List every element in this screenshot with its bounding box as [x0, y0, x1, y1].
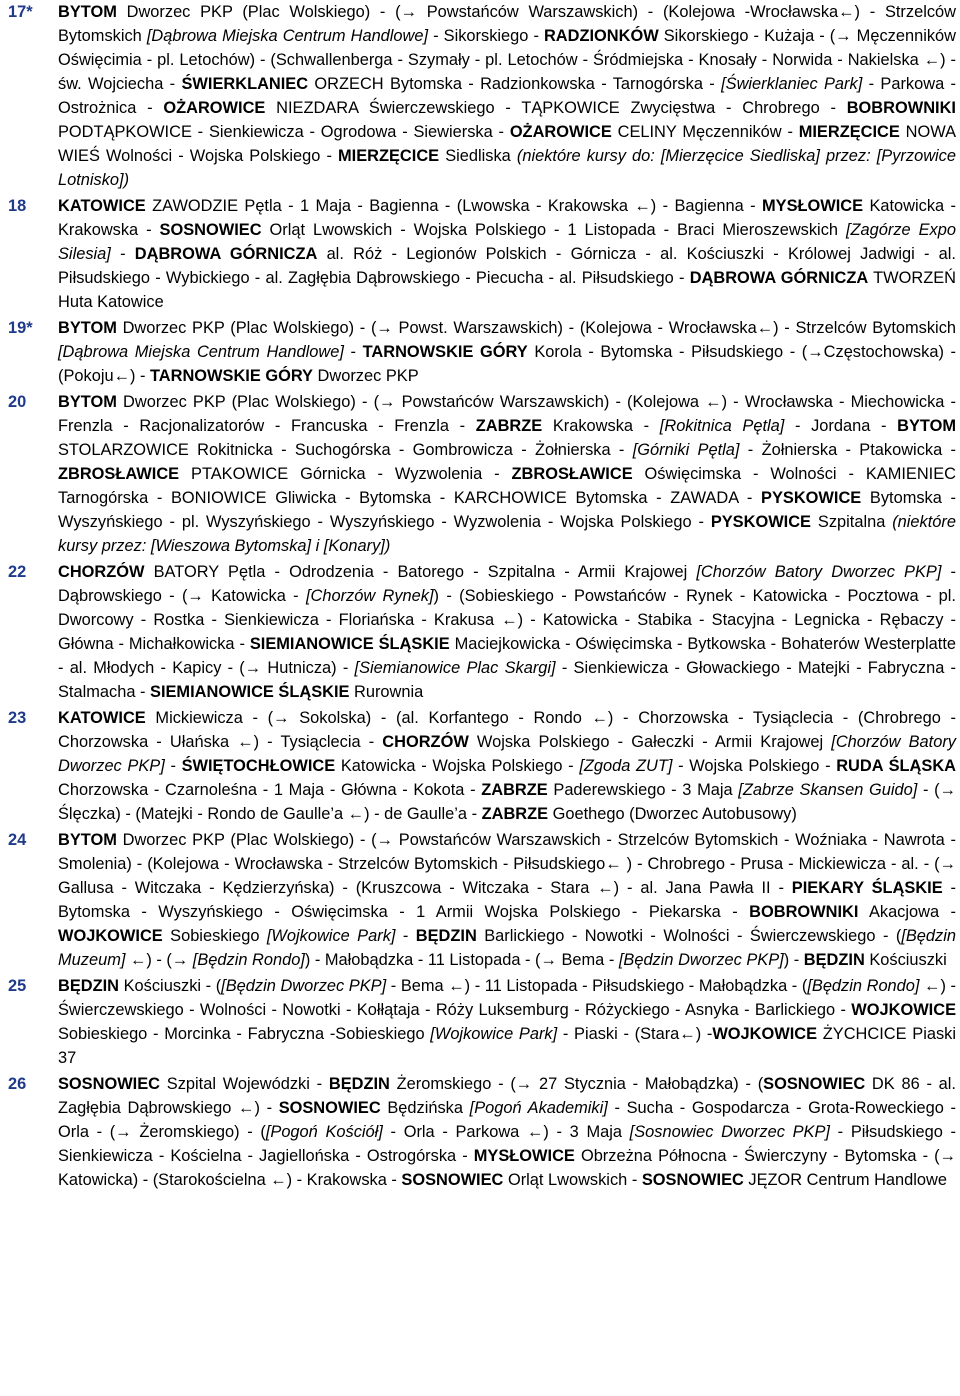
route-text: Maciejkowicka - Oświęcimska - Bytkowska - Bohaterów Westerplatte - al. Młodych - Kapicy - (→ Hutnicza) -	[58, 635, 957, 677]
route-description	[58, 974, 956, 1070]
stop-town: RADZIONKÓW	[543, 27, 659, 45]
route-number: 20	[8, 393, 27, 411]
stop-town: BĘDZIN	[58, 977, 120, 995]
route-number: 24	[8, 831, 27, 849]
stop-town: CHORZÓW	[382, 733, 469, 751]
route-entry	[0, 390, 960, 558]
stop-town: ZABRZE	[475, 417, 543, 435]
stop-town: SIEMIANOWICE ŚLĄSKIE	[150, 683, 350, 701]
stop-town: PIEKARY ŚLĄSKIE	[791, 879, 943, 897]
route-text: - Sucha - Gospodarcza - Grota-Roweckiego - Orla - (→ Żeromskiego) - (	[58, 1099, 956, 1141]
route-text: ŻYCHCICE Piaski 37	[58, 1025, 956, 1067]
stop-town: BĘDZIN	[328, 1075, 390, 1093]
route-text: - Sienkiewicza - Głowackiego - Matejki - Fabryczna - Stalmacha -	[58, 659, 956, 701]
stop-town: KATOWICE	[58, 197, 146, 215]
stop-town: MYSŁOWICE	[473, 1147, 575, 1165]
stop-town: PYSKOWICE	[761, 489, 862, 507]
route-text: TWORZEŃ Huta Katowice	[58, 269, 956, 311]
stop-marker: [Górniki Pętla]	[632, 441, 740, 459]
route-text: PODTĄPKOWICE - Sienkiewicza - Ogrodowa - Siewierska -	[58, 123, 510, 141]
route-text: Barlickiego - Nowotki - Wolności - Świerczewskiego - (	[476, 927, 902, 945]
stop-town: CHORZÓW	[58, 563, 145, 581]
stop-town: ŚWIĘTOCHŁOWICE	[181, 757, 336, 775]
route-text: - Orla - Parkowa ←) - 3 Maja	[382, 1123, 630, 1141]
route-text: Krakowska -	[542, 417, 660, 435]
stop-marker: [Dąbrowa Miejska Centrum Handlowe]	[146, 27, 429, 45]
stop-marker: [Dąbrowa Miejska Centrum Handlowe]	[58, 343, 344, 361]
stop-marker: [Sosnowiec Dworzec PKP]	[629, 1123, 830, 1141]
route-text: Katowicka - Wojska Polskiego -	[335, 757, 580, 775]
route-text: Mickiewicza - (→ Sokolska) - (al. Korfantego - Rondo ←) - Chorzowska - Tysiąclecia - (Chrobrego - Chorzowska - Ułańska ←) - Tysiąclecia -	[58, 709, 956, 751]
route-entry	[0, 974, 960, 1070]
stop-marker: [Zgoda ZUT]	[579, 757, 673, 775]
route-text: ) - (Sobieskiego - Powstańców - Rynek - Katowicka - Pocztowa - pl. Dworcowy - Rostka - Sienkiewicza - Floriańska - Krakusa ←) - Katowicka - Stabika - Stacyjna - Legnicka - Rębaczy - Główna - Michałkowicka -	[58, 587, 956, 653]
stop-town: DĄBROWA GÓRNICZA	[689, 269, 869, 287]
route-text: Wojska Polskiego - Gałeczki - Armii Krajowej	[468, 733, 832, 751]
stop-town: SOSNOWIEC	[159, 221, 262, 239]
route-text: - Parkowa - Ostrożnica -	[58, 75, 956, 117]
route-text: NOWA WIEŚ Wolności - Wojska Polskiego -	[58, 123, 957, 165]
stop-town: SOSNOWIEC	[763, 1075, 866, 1093]
stop-town: BYTOM	[58, 319, 117, 337]
route-text: -	[110, 245, 135, 263]
stop-town: BYTOM	[58, 831, 117, 849]
route-description	[58, 706, 956, 826]
stop-town: ZBROSŁAWICE	[58, 465, 180, 483]
stop-marker: [Wojkowice Park]	[430, 1025, 558, 1043]
stop-town: ZBROSŁAWICE	[511, 465, 633, 483]
route-number: 22	[8, 563, 27, 581]
route-text: Orląt Lwowskich - Wojska Polskiego - 1 Listopada - Braci Mieroszewskich	[261, 221, 846, 239]
stop-town: TARNOWSKIE GÓRY	[150, 367, 313, 385]
stop-town: BOBROWNIKI	[749, 903, 859, 921]
route-text: Akacjowa -	[858, 903, 956, 921]
route-text: STOLARZOWICE Rokitnicka - Suchogórska - Gombrowicza - Żołnierska -	[58, 441, 633, 459]
stop-marker: [Chorzów Rynek]	[305, 587, 434, 605]
route-entry	[0, 828, 960, 972]
stop-marker: [Będzin Rondo]	[192, 951, 305, 969]
route-entry	[0, 1072, 960, 1192]
route-description	[58, 1072, 956, 1192]
stop-town: BYTOM	[58, 3, 117, 21]
stop-marker: [Chorzów Batory Dworzec PKP]	[58, 733, 956, 775]
stop-town: MIERZĘCICE	[798, 123, 900, 141]
route-text: Orląt Lwowskich -	[503, 1171, 642, 1189]
stop-town: SIEMIANOWICE ŚLĄSKIE	[249, 635, 450, 653]
stop-town: SOSNOWIEC	[641, 1171, 744, 1189]
stop-town: PYSKOWICE	[710, 513, 811, 531]
stop-marker: [Zagórze Expo Silesia]	[58, 221, 956, 263]
stop-marker: [Wojkowice Park]	[266, 927, 396, 945]
route-text: ) -	[783, 951, 804, 969]
route-text: - Bema ←) - 11 Listopada - Piłsudskiego - Małobądzka - (	[386, 977, 808, 995]
route-text: Dworzec PKP (Plac Wolskiego) - (→ Powst. Warszawskich) - (Kolejowa - Wrocławska←) - Strzelców Bytomskich	[116, 319, 956, 337]
route-text: Katowicka - Krakowska -	[58, 197, 956, 239]
route-text: Dworzec PKP (Plac Wolskiego) - (→ Powstańców Warszawskich - Strzelców Bytomskich - Woźniaka - Nawrota - Smolenia) - (Kolejowa - Wrocławska - Strzelców Bytomskich - Piłsudskiego← ) - Chrobrego - Prusa - Mickiewicza - al. - (→ Gallusa - Witczaka - Kędzierzyńska) - (Kruszcowa - Witczaka - Stara ←) - al. Jana Pawła II -	[58, 831, 956, 897]
route-text: Sobieskiego	[162, 927, 267, 945]
stop-town: SOSNOWIEC	[278, 1099, 381, 1117]
stop-town: SOSNOWIEC	[401, 1171, 504, 1189]
stop-town: WOJKOWICE	[58, 927, 163, 945]
stop-town: MYSŁOWICE	[761, 197, 864, 215]
route-text: Będzińska	[380, 1099, 470, 1117]
stop-town: BOBROWNIKI	[846, 99, 956, 117]
stop-town: BĘDZIN	[415, 927, 477, 945]
route-text: al. Róż - Legionów Polskich - Górnicza - al. Kościuszki - Królowej Jadwigi - al. Piłsudskiego - Wybickiego - al. Zagłębia Dąbrowskiego - Piecucha - al. Piłsudskiego -	[58, 245, 956, 287]
route-text: Paderewskiego - 3 Maja	[547, 781, 739, 799]
route-text: Dworzec PKP (Plac Wolskiego) - (→ Powstańców Warszawskich) - (Kolejowa ←) - Wrocławska - Miechowicka - Frenzla - Racjonalizatorów - Francuska - Frenzla -	[58, 393, 956, 435]
route-text: - Wojska Polskiego -	[672, 757, 837, 775]
route-text: -	[343, 343, 363, 361]
route-text: Obrzeżna Północna - Świerczyny - Bytomska - (→ Katowicka) - (Starokościelna ←) - Krakowska -	[58, 1147, 956, 1189]
route-description	[58, 0, 956, 192]
route-text: Sikorskiego - Kużaja - (→ Męczenników Oświęcimia - pl. Letochów) - (Schwallenberga - Szymały - pl. Letochów - Śródmiejska - Knosały - Norwida - Nakielska ←) - św. Wojciecha -	[58, 27, 956, 93]
route-text: ←) - (→	[125, 951, 193, 969]
stop-town: ZABRZE	[481, 805, 549, 823]
route-text: Oświęcimska - Wolności - KAMIENIEC Tarnogórska - BONIOWICE Gliwicka - Bytomska - KARCHOWICE Bytomska - ZAWADA -	[58, 465, 956, 507]
route-entry	[0, 0, 960, 192]
stop-town: RUDA ŚLĄSKA	[836, 757, 956, 775]
route-text: Kościuszki - (	[119, 977, 222, 995]
route-text: - Bytomska - Wyszyńskiego - Oświęcimska - 1 Armii Wojska Polskiego - Piekarska -	[58, 879, 956, 921]
route-text: -	[164, 757, 182, 775]
route-text: Szpitalna	[811, 513, 893, 531]
route-text: ) - Świerczewskiego - Wolności - Nowotki - Kołłątaja - Róży Luksemburg - Różyckiego - Asnyka - Barlickiego -	[58, 977, 956, 1019]
stop-town: BYTOM	[897, 417, 957, 435]
stop-town: WOJKOWICE	[851, 1001, 956, 1019]
stop-marker: [Pogoń Kościół]	[265, 1123, 383, 1141]
stop-marker: [Pogoń Akademiki]	[469, 1099, 608, 1117]
route-text: BATORY Pętla - Odrodzenia - Batorego - Szpitalna - Armii Krajowej	[144, 563, 697, 581]
stop-town: KATOWICE	[58, 709, 146, 727]
stop-marker: [Siemianowice Plac Skargi]	[354, 659, 556, 677]
route-entry	[0, 194, 960, 314]
route-description	[58, 560, 956, 704]
route-text: JĘZOR Centrum Handlowe	[743, 1171, 947, 1189]
route-text: PTAKOWICE Górnicka - Wyzwolenia -	[179, 465, 512, 483]
route-text: ) - Małobądzka - 11 Listopada - (→ Bema -	[304, 951, 619, 969]
stop-marker: [Będzin Dworzec PKP]	[618, 951, 784, 969]
stop-town: OŻAROWICE	[509, 123, 612, 141]
route-number: 26	[8, 1075, 27, 1093]
route-text: Dworzec PKP	[313, 367, 419, 385]
route-text: Szpital Wojewódzki -	[160, 1075, 329, 1093]
route-text: Chorzowska - Czarnoleśna - 1 Maja - Główna - Kokota -	[58, 781, 482, 799]
stop-marker: [Będzin Rondo] ←	[807, 977, 941, 995]
stop-town: TARNOWSKIE GÓRY	[362, 343, 528, 361]
stop-marker: [Będzin Muzeum]	[58, 927, 956, 969]
stop-town: ŚWIERKLANIEC	[181, 75, 309, 93]
stop-marker: [Będzin Dworzec PKP]	[221, 977, 387, 995]
route-description	[58, 316, 956, 388]
route-text: - Jordana -	[784, 417, 898, 435]
stop-town: BYTOM	[58, 393, 117, 411]
route-text: Goethego (Dworzec Autobusowy)	[548, 805, 797, 823]
route-text: Żeromskiego - (→ 27 Stycznia - Małobądzka) - (	[389, 1075, 764, 1093]
stop-marker: [Zabrze Skansen Guido]	[738, 781, 918, 799]
route-text: DK 86 - al. Zagłębia Dąbrowskiego ←) -	[58, 1075, 956, 1117]
route-number: 18	[8, 197, 27, 215]
stop-marker: [Świerklaniec Park]	[721, 75, 863, 93]
route-text: Siedliska	[439, 147, 517, 165]
route-text: - Żołnierska - Ptakowicka -	[739, 441, 956, 459]
route-entry	[0, 560, 960, 704]
route-text: Bytomska - Wyszyńskiego - pl. Wyszyńskiego - Wyszyńskiego - Wyzwolenia - Wojska Polskiego -	[58, 489, 956, 531]
stop-marker: (niektóre kursy przez: [Wieszowa Bytomska] i [Konary])	[58, 513, 956, 555]
route-text: CELINY Męczenników -	[611, 123, 799, 141]
route-number: 23	[8, 709, 27, 727]
stop-marker: (niektóre kursy do: [Mierzęcice Siedliska] przez: [Pyrzowice Lotnisko])	[58, 147, 956, 189]
stop-town: SOSNOWIEC	[58, 1075, 160, 1093]
route-text: - Piaski - (Stara←) -	[557, 1025, 713, 1043]
route-text: Kościuszki	[864, 951, 947, 969]
stop-marker: [Rokitnica Pętla]	[659, 417, 785, 435]
route-text: - Piłsudskiego - Sienkiewicza - Kościelna - Jagiellońska - Ostrogórska -	[58, 1123, 956, 1165]
route-description	[58, 390, 956, 558]
route-number: 17*	[8, 3, 33, 21]
route-number: 19*	[8, 319, 33, 337]
route-text: - Sikorskiego -	[428, 27, 544, 45]
route-text: Korola - Bytomska - Piłsudskiego - (→Częstochowska) - (Pokoju←) -	[58, 343, 956, 385]
route-description	[58, 828, 956, 972]
stop-town: DĄBROWA GÓRNICZA	[134, 245, 318, 263]
route-text: ZAWODZIE Pętla - 1 Maja - Bagienna - (Lwowska - Krakowska ←) - Bagienna -	[145, 197, 762, 215]
route-text: - Dąbrowskiego - (→ Katowicka -	[58, 563, 956, 605]
route-text: Sobieskiego - Morcinka - Fabryczna -Sobieskiego	[58, 1025, 431, 1043]
route-text: Dworzec PKP (Plac Wolskiego) - (→ Powstańców Warszawskich) - (Kolejowa -Wrocławska←) - Strzelców Bytomskich	[58, 3, 956, 45]
route-entry	[0, 706, 960, 826]
route-text: NIEZDARA Świerczewskiego - TĄPKOWICE Zwycięstwa - Chrobrego -	[265, 99, 847, 117]
route-text: -	[395, 927, 416, 945]
route-description	[58, 194, 956, 314]
route-text: Rurownia	[349, 683, 424, 701]
stop-town: MIERZĘCICE	[338, 147, 440, 165]
stop-marker: [Chorzów Batory Dworzec PKP]	[696, 563, 942, 581]
stop-town: OŻAROWICE	[163, 99, 266, 117]
route-entry	[0, 316, 960, 388]
stop-town: BĘDZIN	[803, 951, 865, 969]
route-number: 25	[8, 977, 27, 995]
route-text: ORZECH Bytomska - Radzionkowska - Tarnogórska -	[308, 75, 722, 93]
stop-town: WOJKOWICE	[712, 1025, 818, 1043]
route-text: - (→ Ślęczka) - (Matejki - Rondo de Gaulle’a ←) - de Gaulle’a -	[58, 781, 956, 823]
stop-town: ZABRZE	[481, 781, 548, 799]
